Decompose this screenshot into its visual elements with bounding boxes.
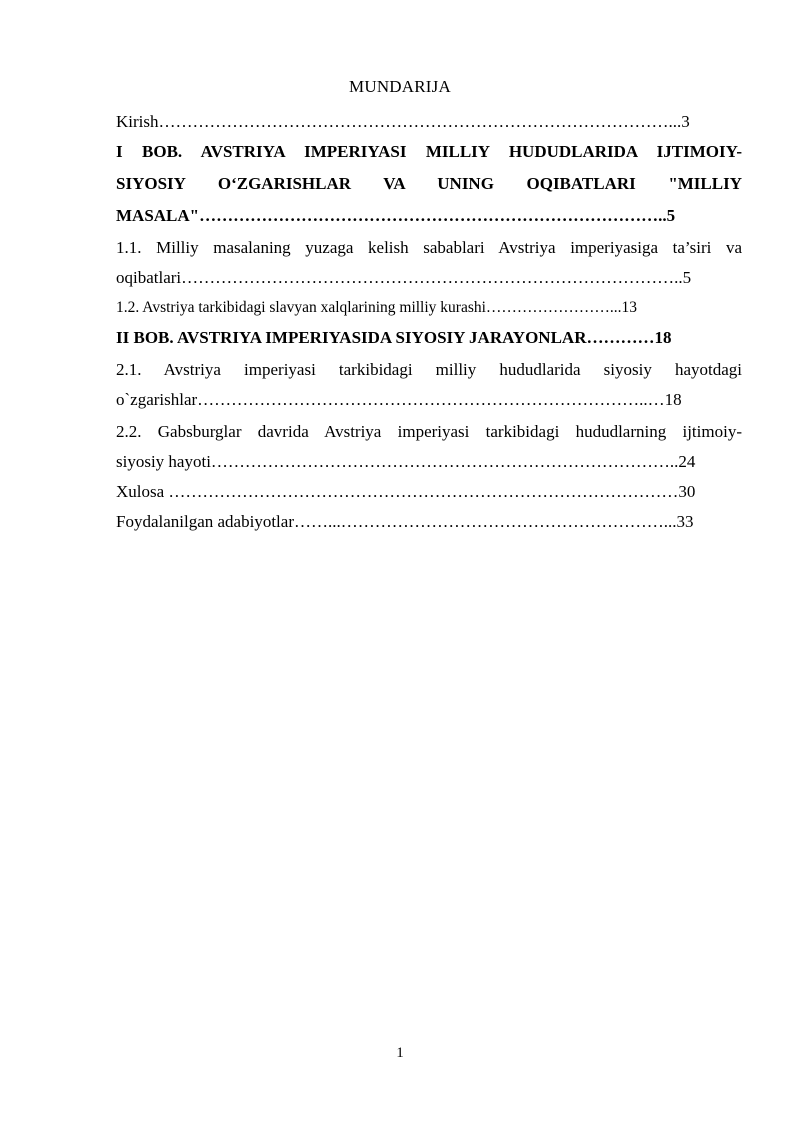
table-of-contents bbox=[116, 108, 742, 535]
toc-entry-section-2-1-line-2: o`zgarishlar……………………………………………………………………..…18 bbox=[116, 390, 682, 409]
page-title: MUNDARIJA bbox=[349, 77, 451, 96]
toc-entry-section-2-2-line-1: 2.2. Gabsburglar davrida Avstriya imperiyasi tarkibidagi hududlarning ijtimoiy- bbox=[116, 422, 742, 441]
toc-entry-section-1-2: 1.2. Avstriya tarkibidagi slavyan xalqlarining milliy kurashi……………………...13 bbox=[116, 299, 638, 316]
toc-entry-section-2-1-line-1: 2.1. Avstriya imperiyasi tarkibidagi milliy hududlarida siyosiy hayotdagi bbox=[116, 360, 742, 379]
page-number: 1 bbox=[396, 1045, 404, 1061]
toc-entry-section-1-1-line-2: oqibatlari……………………………………………………………………………..5 bbox=[116, 268, 692, 287]
toc-entry-chapter-1-line-1: I BOB. AVSTRIYA IMPERIYASI MILLIY HUDUDLARIDA IJTIMOIY- bbox=[116, 142, 742, 161]
toc-entry-chapter-2: II BOB. AVSTRIYA IMPERIYASIDA SIYOSIY JARAYONLAR…………18 bbox=[116, 328, 672, 347]
toc-entry-conclusion: Xulosa ………………………………………………………………………………30 bbox=[116, 482, 696, 501]
toc-entry-chapter-1-line-3: MASALA"………………………………………………………………………..5 bbox=[116, 206, 676, 225]
toc-entry-section-2-2-line-2: siyosiy hayoti………………………………………………………………………..24 bbox=[116, 452, 696, 471]
toc-entry-introduction: Kirish………………………………………………………………………………...3 bbox=[116, 112, 690, 131]
toc-entry-references: Foydalanilgan adabiyotlar……...…………………………………………………...33 bbox=[116, 512, 694, 531]
toc-entry-chapter-1-line-2: SIYOSIY O‘ZGARISHLAR VA UNING OQIBATLARI "MILLIY bbox=[116, 174, 742, 193]
toc-entry-section-1-1-line-1: 1.1. Milliy masalaning yuzaga kelish sabablari Avstriya imperiyasiga ta’siri va bbox=[116, 238, 742, 257]
